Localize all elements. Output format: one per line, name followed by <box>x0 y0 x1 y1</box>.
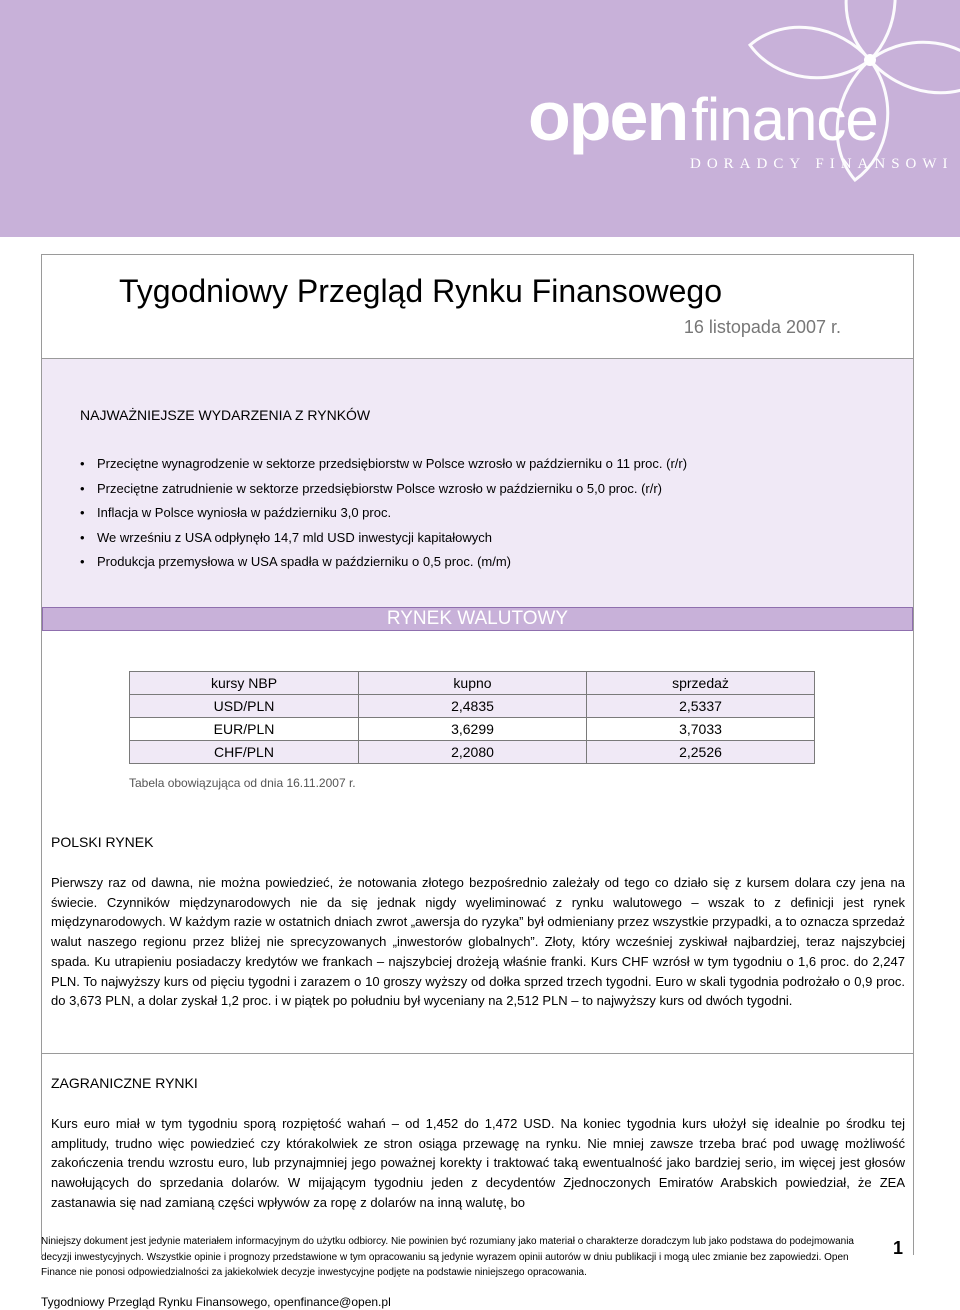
currency-pair-cell: USD/PLN <box>130 695 359 718</box>
table-row <box>130 695 815 718</box>
logo-open-text: open <box>528 77 688 155</box>
footer-text: Tygodniowy Przegląd Rynku Finansowego, openfinance@open.pl <box>41 1295 391 1309</box>
page-title: Tygodniowy Przegląd Rynku Finansowego <box>119 273 722 309</box>
event-item: • Inflacja w Polsce wyniosła w październiku 3,0 proc. <box>80 505 687 530</box>
logo-finance-text: finance <box>691 86 878 153</box>
sell-rate-cell: 2,2526 <box>587 741 815 764</box>
currency-pair-cell: EUR/PLN <box>130 718 359 741</box>
fx-table-note: Tabela obowiązująca od dnia 16.11.2007 r. <box>129 776 356 790</box>
page-number: 1 <box>893 1238 904 1258</box>
event-item: • We wrześniu z USA odpłynęło 14,7 mld USD inwestycji kapitałowych <box>80 530 687 555</box>
table-header-row <box>130 672 815 695</box>
section-divider <box>42 1053 913 1054</box>
report-date: 16 listopada 2007 r. <box>683 317 841 337</box>
fx-rates-table <box>129 671 815 764</box>
column-header: sprzedaż <box>587 672 815 695</box>
currency-pair-cell: CHF/PLN <box>130 741 359 764</box>
title-box <box>42 255 913 359</box>
event-item: • Produkcja przemysłowa w USA spadła w październiku o 0,5 proc. (m/m) <box>80 554 687 579</box>
event-item: • Przeciętne zatrudnienie w sektorze przedsiębiorstw Polsce wzrosło w październiku o 5,0 proc. (r/r) <box>80 481 687 506</box>
sell-rate-cell: 3,7033 <box>587 718 815 741</box>
key-events-list <box>80 456 687 579</box>
header-banner <box>0 0 960 237</box>
foreign-markets-heading: ZAGRANICZNE RYNKI <box>51 1075 198 1091</box>
fx-section-heading: RYNEK WALUTOWY <box>42 607 913 631</box>
legal-disclaimer: Niniejszy dokument jest jedynie materiałem informacyjnym do użytku odbiorcy. Nie powinien być rozumiany jako materiał o charakterze doradczym lub jako podstawa do podejmowania decyzji inwestycyjnych. Wszystkie opinie i prognozy przedstawione w tym opracowaniu są jedynie wyrazem opinii autorów w dniu publikacji i mogą ulec zmianie bez zapowiedzi. Open Finance nie ponosi odpowiedzialności za jakiekolwiek decyzje inwestycyjne podjęte na podstawie niniejszego opracowania. <box>41 1236 854 1278</box>
event-item: • Przeciętne wynagrodzenie w sektorze przedsiębiorstw w Polsce wzrosło w październiku o 11 proc. (r/r) <box>80 456 687 481</box>
logo-subtitle: DORADCY FINANSOWI <box>690 156 954 172</box>
key-events-heading: NAJWAŻNIEJSZE WYDARZENIA Z RYNKÓW <box>80 407 371 423</box>
column-header: kupno <box>359 672 587 695</box>
report-frame <box>41 254 914 1255</box>
table-row <box>130 741 815 764</box>
brand-logo <box>528 76 878 156</box>
polish-market-heading: POLSKI RYNEK <box>51 834 154 850</box>
foreign-markets-text: Kurs euro miał w tym tygodniu sporą rozpiętość wahań – od 1,452 do 1,472 USD. Na koniec tygodnia kurs ułożył się idealnie po środku tej amplitudy, trudno więc powiedzieć czy którakolwiek ze stron osiąga przewagę na rynku. Nie mniej zawsze trzeba brać pod uwagę możliwość zakończenia trendu wzrostu euro, lub przynajmniej jego poważnej korekty i traktować taką ewentualność jako bardziej serio, im więcej jest głosów nawołujących do sprzedania dolarów. W mijającym tygodniu jeden z decydentów Zjednoczonych Emiratów Arabskich powiedział, że ZEA zastanawia się nad zamianą części wpływów za ropę z dolarów na inną walutę, bo <box>51 1116 905 1210</box>
table-row <box>130 718 815 741</box>
buy-rate-cell: 3,6299 <box>359 718 587 741</box>
buy-rate-cell: 2,2080 <box>359 741 587 764</box>
polish-market-text: Pierwszy raz od dawna, nie można powiedzieć, że notowania złotego bezpośrednio zależały od tego co działo się z kursem dolara czy jena na świecie. Czynników międzynarodowych nie da się jednak nigdy wyeliminować z rynku walutowego – wszak to z definicji jest rynek międzynarodowych. W każdym razie w ostatnich dniach zwrot „awersja do ryzyka” był odmieniany przez wszystkie przypadki, a to oznacza sprzedaż walut naszego regionu przez bliżej nie sprecyzowanych „inwestorów globalnych”. Złoty, który wcześniej zyskiwał najbardziej, teraz najszybciej spada. Ku utrapieniu posiadaczy kredytów we frankach – najszybciej drożeją właśnie franki. Kurs CHF wzrósł w tym tygodniu o 1,6 proc. do 2,247 PLN. To najwyższy kurs od pięciu tygodni i zarazem o 10 groszy wyższy od dołka sprzed trzech tygodni. Euro w skali tygodnia podrożało o 0,9 proc. do 3,673 PLN, a dolar zyskał 1,2 proc. i w piątek po południu był wyceniany na 2,512 PLN – to najwyższy kurs od dwóch tygodni. <box>51 875 906 1009</box>
key-events-box <box>42 359 913 607</box>
buy-rate-cell: 2,4835 <box>359 695 587 718</box>
sell-rate-cell: 2,5337 <box>587 695 815 718</box>
column-header: kursy NBP <box>130 672 359 695</box>
